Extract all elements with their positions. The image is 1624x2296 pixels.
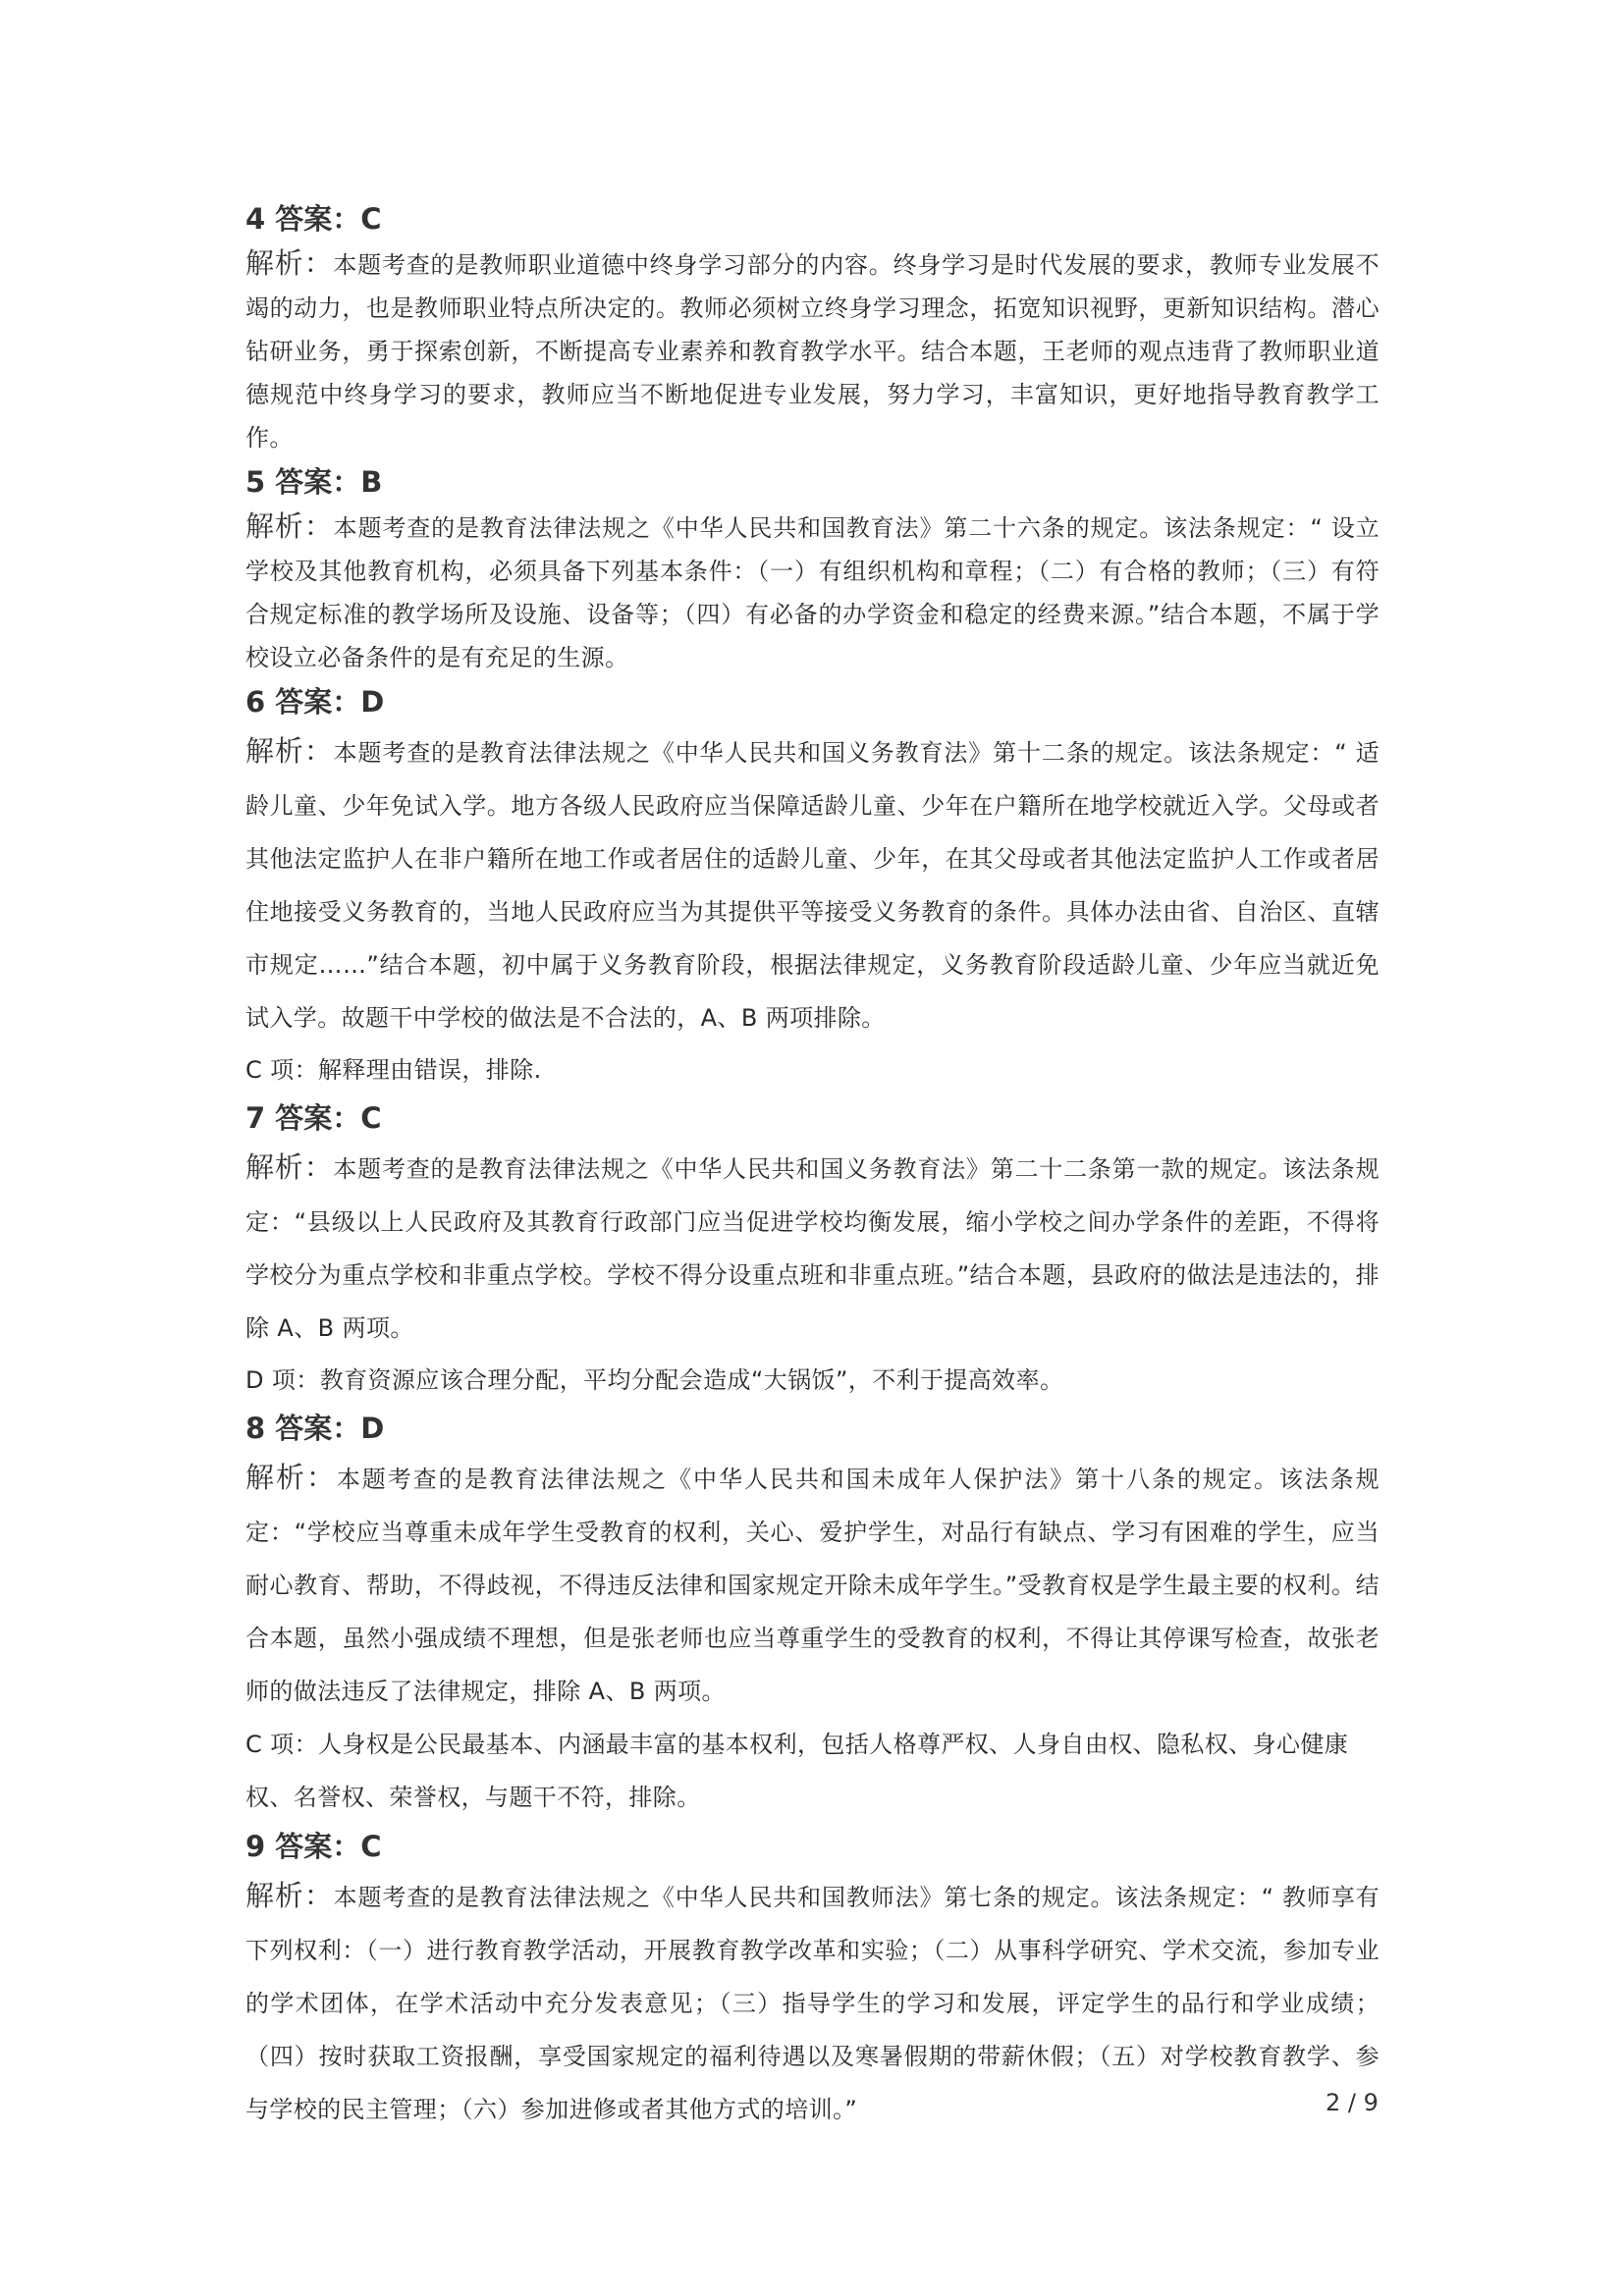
analysis-paragraph-8 [245,1451,1380,1718]
analysis-text: 本题考查的是教育法律法规之《中华人民共和国未成年人保护法》第十八条的规定。该法条规定：“学校应当尊重未成年学生受教育的权利，关心、爱护学生，对品行有缺点、学习有困难的学生，应当耐心教育、帮助，不得歧视，不得违反法律和国家规定开除未成年学生。”受教育权是学生最主要的权利。结合本题，虽然小强成绩不理想，但是张老师也应当尊重学生的受教育的权利，不得让其停课写检查，故张老师的做法违反了法律规定，排除 A、B 两项。 [245,1466,1380,1705]
answer-heading-9: 9 答案：C [245,1830,382,1863]
option-note-6: C 项：解释理由错误，排除. [245,1056,542,1084]
option-note-8: C 项：人身权是公民最基本、内涵最丰富的基本权利，包括人格尊严权、人身自由权、隐私权、身心健康权、名誉权、荣誉权，与题干不符，排除。 [245,1731,1349,1811]
analysis-label: 解析： [245,246,334,280]
analysis-label: 解析： [245,509,334,543]
analysis-text: 本题考查的是教师职业道德中终身学习部分的内容。终身学习是时代发展的要求，教师专业发展不竭的动力，也是教师职业特点所决定的。教师必须树立终身学习理念，拓宽知识视野，更新知识结构。潜心钻研业务，勇于探索创新，不断提高专业素养和教育教学水平。结合本题，王老师的观点违背了教师职业道德规范中终身学习的要求，教师应当不断地促进专业发展，努力学习，丰富知识，更好地指导教育教学工作。 [245,251,1380,452]
answer-heading-6: 6 答案：D [245,685,385,719]
analysis-label: 解析： [245,1150,334,1184]
document-body [245,196,1380,2136]
page-number: 2 / 9 [1326,2089,1379,2116]
analysis-paragraph-6 [245,724,1380,1044]
answer-heading-7: 7 答案：C [245,1101,382,1135]
answer-heading-8: 8 答案：D [245,1412,385,1445]
analysis-paragraph-5 [245,505,1380,679]
analysis-paragraph-7 [245,1141,1380,1355]
analysis-paragraph-9 [245,1869,1380,2136]
answer-heading-4: 4 答案：C [245,202,382,236]
analysis-label: 解析： [245,734,334,768]
analysis-text: 本题考查的是教育法律法规之《中华人民共和国义务教育法》第二十二条第一款的规定。该法条规定：“县级以上人民政府及其教育行政部门应当促进学校均衡发展，缩小学校之间办学条件的差距，不得将学校分为重点学校和非重点学校。学校不得分设重点班和非重点班。”结合本题，县政府的做法是违法的，排除 A、B 两项。 [245,1155,1380,1342]
analysis-label: 解析： [245,1879,334,1912]
answer-heading-5: 5 答案：B [245,465,383,499]
option-note-7: D 项：教育资源应该合理分配，平均分配会造成“大锅饭”，不利于提高效率。 [245,1366,1064,1394]
analysis-text: 本题考查的是教育法律法规之《中华人民共和国义务教育法》第十二条的规定。该法条规定：“ 适龄儿童、少年免试入学。地方各级人民政府应当保障适龄儿童、少年在户籍所在地学校就近入学。父母或者其他法定监护人在非户籍所在地工作或者居住的适龄儿童、少年，在其父母或者其他法定监护人工作或者居住地接受义务教育的，当地人民政府应当为其提供平等接受义务教育的条件。具体办法由省、自治区、直辖市规定……”结合本题，初中属于义务教育阶段，根据法律规定，义务教育阶段适龄儿童、少年应当就近免试入学。故题干中学校的做法是不合法的，A、B 两项排除。 [245,739,1380,1032]
analysis-paragraph-4 [245,241,1380,459]
analysis-text: 本题考查的是教育法律法规之《中华人民共和国教育法》第二十六条的规定。该法条规定：“ 设立学校及其他教育机构，必须具备下列基本条件：（一）有组织机构和章程；（二）有合格的教师；（三）有符合规定标准的教学场所及设施、设备等；（四）有必备的办学资金和稳定的经费来源。”结合本题，不属于学校设立必备条件的是有充足的生源。 [245,514,1380,671]
analysis-text: 本题考查的是教育法律法规之《中华人民共和国教师法》第七条的规定。该法条规定：“ 教师享有下列权利：（一）进行教育教学活动，开展教育教学改革和实验；（二）从事科学研究、学术交流，参加专业的学术团体，在学术活动中充分发表意见；（三）指导学生的学习和发展，评定学生的品行和学业成绩；（四）按时获取工资报酬，享受国家规定的福利待遇以及寒暑假期的带薪休假；（五）对学校教育教学、参与学校的民主管理；（六）参加进修或者其他方式的培训。” [245,1884,1380,2123]
analysis-label: 解析： [245,1461,337,1494]
